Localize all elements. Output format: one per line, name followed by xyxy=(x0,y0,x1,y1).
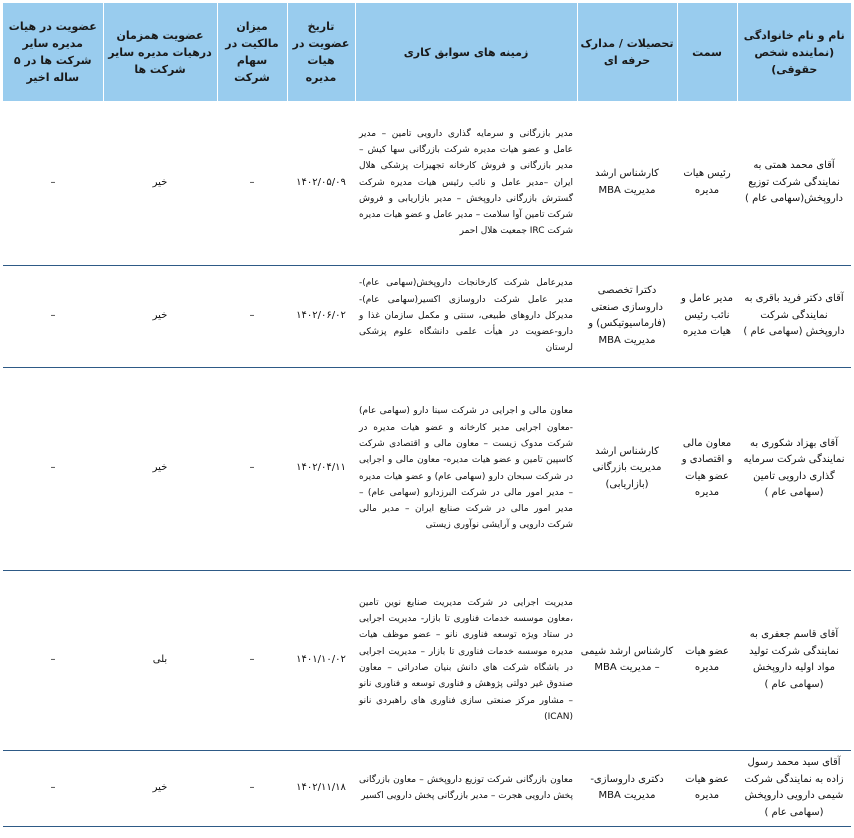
member-name: آقای محمد همتی به نمایندگی شرکت توزیع داروپخش(سهامی عام ) xyxy=(737,101,851,265)
member-name: آقای قاسم جعفری به نمایندگی شرکت تولید مواد اولیه داروپخش (سهامی عام ) xyxy=(737,570,851,750)
member-ownership: – xyxy=(217,101,287,265)
member-history: معاون بازرگانی شرکت توزیع داروپخش – معاون بازرگانی پخش دارویی هجرت – مدیر بازرگانی پخش دارویی اکسیر xyxy=(355,750,577,826)
member-history: معاون مالی و اجرایی در شرکت سینا دارو (سهامی عام) -معاون اجرایی مدیر کارخانه و عضو هیات مدیره در شرکت مدوک زیست – معاون مالی و اقتصادی شرکت کاسپین تامین و عضو هیات مدیره- معاون مالی و اجرایی در شرکت سبحان دارو (سهامی عام) و عضو هیات مدیره – مدیر امور مالی در شرکت البرزدارو (سهامی عام) – مدیر امور مالی در شرکت صنایع ایران – مدیر مالی شرکت دارویی و آرایشی نوآوری زیستی xyxy=(355,367,577,570)
member-membership-date: ۱۴۰۲/۰۴/۱۱ xyxy=(287,367,355,570)
member-membership-date: ۱۴۰۲/۰۵/۰۹ xyxy=(287,101,355,265)
table-row xyxy=(3,367,851,570)
member-past-membership: – xyxy=(3,265,103,367)
table-row xyxy=(3,101,851,265)
member-concurrent: خیر xyxy=(103,101,217,265)
member-role: رئیس هیات مدیره xyxy=(677,101,737,265)
header-role: سمت xyxy=(677,3,737,101)
member-past-membership: – xyxy=(3,750,103,826)
member-concurrent: بلی xyxy=(103,570,217,750)
header-row xyxy=(3,3,851,101)
table-row xyxy=(3,570,851,750)
member-ownership: – xyxy=(217,367,287,570)
member-education: دکترا تخصصی داروسازی صنعتی (فارماسیوتیکس) و مدیریت MBA xyxy=(577,265,677,367)
member-education: کارشناس ارشد مدیریت MBA xyxy=(577,101,677,265)
member-membership-date: ۱۴۰۱/۱۰/۰۲ xyxy=(287,570,355,750)
member-ownership: – xyxy=(217,750,287,826)
member-past-membership: – xyxy=(3,101,103,265)
member-history: مدیر بازرگانی و سرمایه گذاری دارویی تامین – مدیر عامل و عضو هیات مدیره شرکت بازرگانی سها کیش – مدیر بازرگانی و فروش کارخانه تجهیزات پزشکی هلال ایران –مدیر عامل و نائب رئیس هیات مدیره شرکت گسترش بازرگانی داروپخش – مدیر بازاریابی و فروش شرکت تامین آوا سلامت – مدیر عامل و عضو هیات مدیره شرکت IRC جمعیت هلال احمر xyxy=(355,101,577,265)
member-role: معاون مالی و اقتصادی و عضو هیات مدیره xyxy=(677,367,737,570)
member-concurrent: خیر xyxy=(103,750,217,826)
member-concurrent: خیر xyxy=(103,367,217,570)
member-name: آقای بهزاد شکوری به نمایندگی شرکت سرمایه گذاری دارویی تامین (سهامی عام ) xyxy=(737,367,851,570)
member-concurrent: خیر xyxy=(103,265,217,367)
header-past-membership: عضویت در هیات مدیره سایر شرکت ها در ۵ ساله اخیر xyxy=(3,3,103,101)
board-members-table xyxy=(3,3,851,827)
header-ownership: میزان مالکیت در سهام شرکت xyxy=(217,3,287,101)
member-education: کارشناس ارشد مدیریت بازرگانی (بازاریابی) xyxy=(577,367,677,570)
member-history: مدیرعامل شرکت کارخانجات داروپخش(سهامی عام)-مدیر عامل شرکت داروسازی اکسیر(سهامی عام)-مدیرکل داروهای طبیعی، سنتی و مکمل سازمان غذا و دارو-عضویت در هیأت علمی دانشگاه علوم پزشکی لرستان xyxy=(355,265,577,367)
table-row xyxy=(3,750,851,826)
member-membership-date: ۱۴۰۲/۰۶/۰۲ xyxy=(287,265,355,367)
header-education: تحصیلات / مدارک حرفه ای xyxy=(577,3,677,101)
member-history: مدیریت اجرایی در شرکت مدیریت صنایع نوین تامین ،معاون موسسه خدمات فناوری تا بازار- مدیریت اجرایی در ستاد ویژه توسعه فناوری نانو – عضو موظف هیات مدیره موسسه خدمات فناوری تا بازار – مدیریت اجرایی در باشگاه شرکت های دانش بنیان صادراتی – معاون صندوق غیر دولتی پژوهش و فناوری توسعه و فناوری نانو – مشاور مرکز صنعتی سازی فناوری های راهبردی نانو (ICAN) xyxy=(355,570,577,750)
member-name: آقای سید محمد رسول زاده به نمایندگی شرکت شیمی دارویی داروپخش (سهامی عام ) xyxy=(737,750,851,826)
header-history: زمینه های سوابق کاری xyxy=(355,3,577,101)
member-membership-date: ۱۴۰۲/۱۱/۱۸ xyxy=(287,750,355,826)
header-name: نام و نام خانوادگی (نماینده شخص حقوقی) xyxy=(737,3,851,101)
member-ownership: – xyxy=(217,570,287,750)
member-name: آقای دکتر فرید باقری به نمایندگی شرکت داروپخش (سهامی عام ) xyxy=(737,265,851,367)
member-past-membership: – xyxy=(3,570,103,750)
member-role: مدیر عامل و نائب رئیس هیات مدیره xyxy=(677,265,737,367)
table-row xyxy=(3,265,851,367)
member-role: عضو هیات مدیره xyxy=(677,750,737,826)
member-role: عضو هیات مدیره xyxy=(677,570,737,750)
member-education: کارشناس ارشد شیمی – مدیریت MBA xyxy=(577,570,677,750)
member-past-membership: – xyxy=(3,367,103,570)
header-concurrent: عضویت همزمان درهیات مدیره سایر شرکت ها xyxy=(103,3,217,101)
member-ownership: – xyxy=(217,265,287,367)
member-education: دکتری داروسازی- مدیریت MBA xyxy=(577,750,677,826)
header-membership-date: تاریخ عضویت در هیات مدیره xyxy=(287,3,355,101)
